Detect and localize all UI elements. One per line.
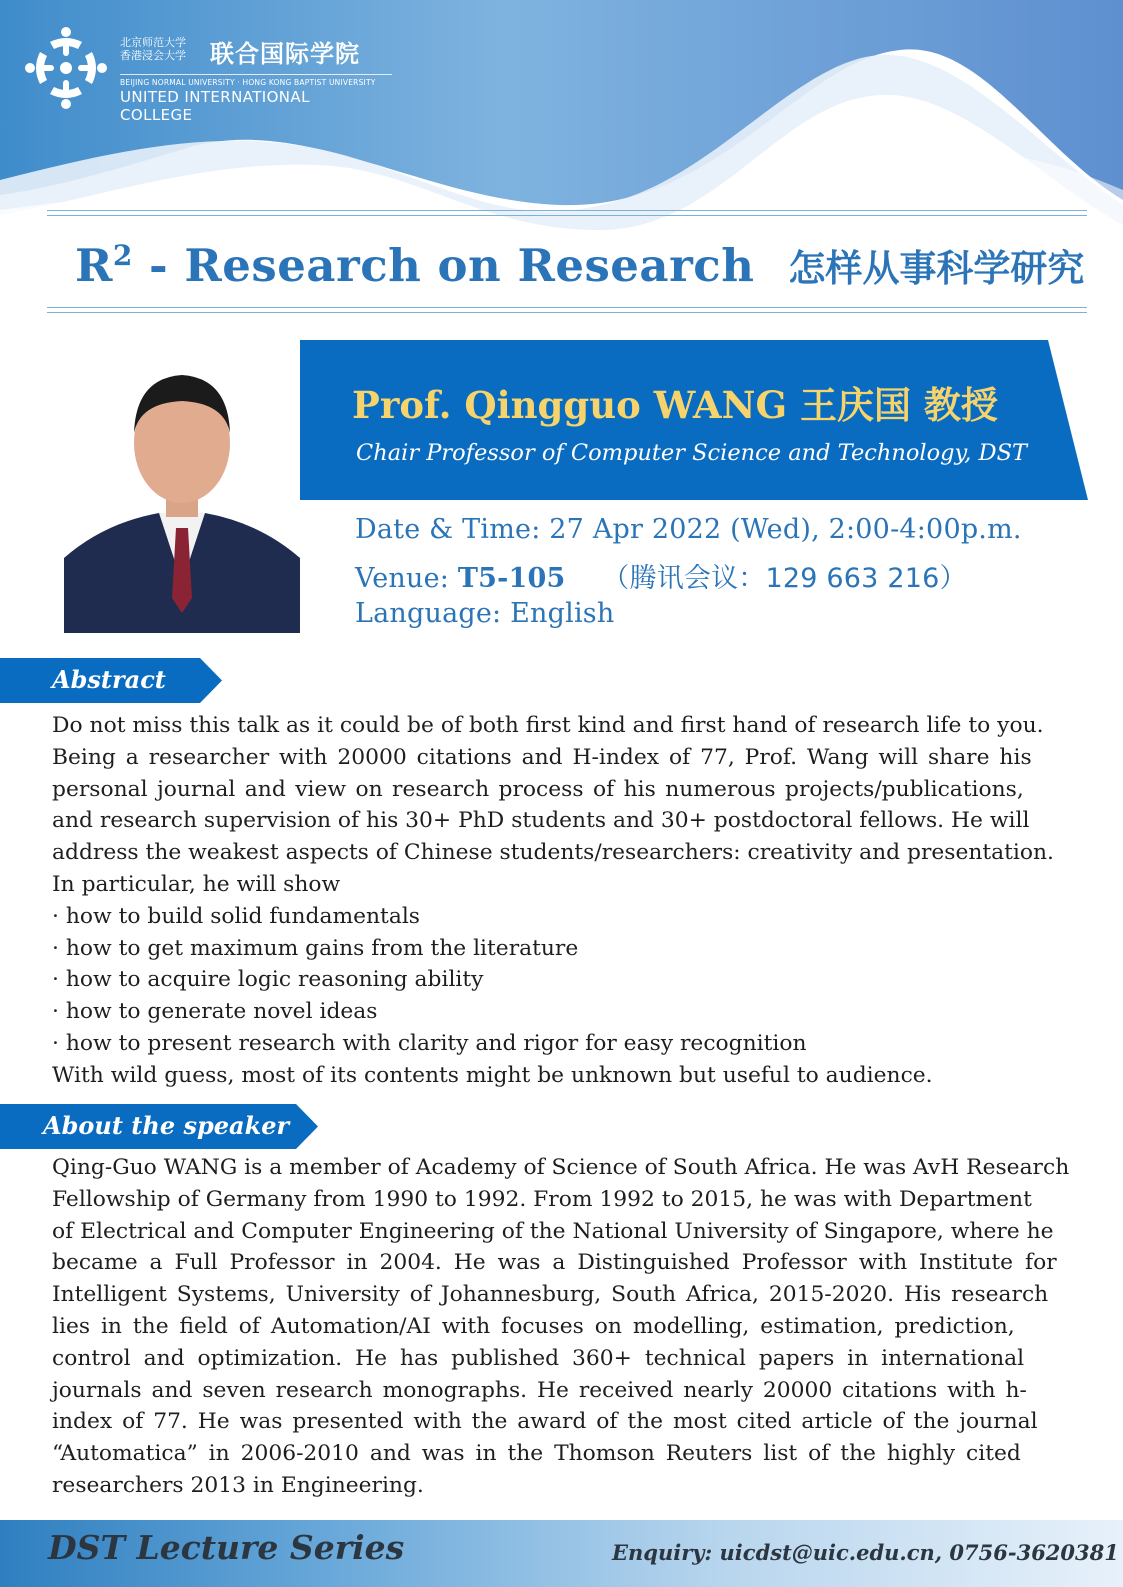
event-language: Language: English (355, 598, 615, 629)
bullet-item: · how to acquire logic reasoning ability (52, 967, 484, 993)
bullet-item: · how to build solid fundamentals (52, 903, 420, 929)
speaker-photo (64, 343, 300, 633)
bullet-item: · how to generate novel ideas (52, 999, 378, 1025)
about-heading: About the speaker (43, 1111, 290, 1140)
uic-emblem-icon (20, 22, 112, 114)
event-datetime: Date & Time: 27 Apr 2022 (Wed), 2:00-4:00p.m. (355, 514, 1022, 545)
title-chinese: 怎样从事科学研究 (788, 247, 1085, 290)
about-line: “Automatica” in 2006-2010 and was in the Thomson Reuters list of the highly cited (52, 1441, 1021, 1467)
title-rule-bottom (47, 307, 1087, 313)
about-line: index of 77. He was presented with the award of the most cited article of the journal (52, 1409, 1038, 1435)
logo-english-name: UNITED INTERNATIONAL COLLEGE (120, 88, 310, 124)
event-venue: Venue: T5-105 （腾讯会议：129 663 216） (355, 563, 967, 594)
abstract-line: Being a researcher with 20000 citations and H-index of 77, Prof. Wang will share his (52, 744, 1032, 770)
logo-chinese-name: 联合国际学院 (210, 40, 360, 68)
about-line: Intelligent Systems, University of Johannesburg, South Africa, 2015-2020. His research (52, 1282, 1049, 1308)
about-line: of Electrical and Computer Engineering of the National University of Singapore, where he (52, 1218, 1054, 1244)
uic-logo (20, 22, 380, 124)
abstract-line: In particular, he will show (52, 871, 341, 897)
logo-chinese-universities: 北京师范大学 香港浸会大学 (120, 36, 186, 62)
abstract-line: address the weakest aspects of Chinese students/researchers: creativity and presentation. (52, 840, 1054, 866)
about-line: became a Full Professor in 2004. He was a Distinguished Professor with Institute for (52, 1250, 1057, 1276)
speaker-name: Prof. Qingguo WANG 王庆国 教授 (352, 383, 998, 427)
title-rule-top (47, 210, 1087, 216)
abstract-heading: Abstract (52, 665, 166, 694)
abstract-line: Do not miss this talk as it could be of both first kind and first hand of research life to you. (52, 713, 1044, 738)
bullet-item: · how to get maximum gains from the literature (52, 935, 579, 961)
abstract-line: and research supervision of his 30+ PhD students and 30+ postdoctoral fellows. He will (52, 808, 1030, 834)
about-line: control and optimization. He has published 360+ technical papers in international (52, 1345, 1025, 1371)
about-line: journals and seven research monographs. He received nearly 20000 citations with h- (52, 1377, 1027, 1403)
abstract-closing: With wild guess, most of its contents might be unknown but useful to audience. (52, 1062, 933, 1088)
logo-english-universities: BEIJING NORMAL UNIVERSITY · HONG KONG BAPTIST UNIVERSITY (120, 74, 392, 87)
abstract-body (52, 710, 1072, 1092)
about-line: Fellowship of Germany from 1990 to 1992. From 1992 to 2015, he was with Department (52, 1186, 1032, 1212)
abstract-line: personal journal and view on research process of his numerous projects/publications, (52, 776, 1024, 802)
about-body (52, 1152, 1072, 1502)
page-title (75, 238, 1085, 300)
title-english: $R^2$ - Research on Research (75, 239, 755, 292)
speaker-position: Chair Professor of Computer Science and Technology, DST (356, 440, 1028, 466)
footer-series: DST Lecture Series (48, 1528, 405, 1567)
about-line: lies in the field of Automation/AI with focuses on modelling, estimation, prediction, (52, 1313, 1015, 1339)
about-line: Qing-Guo WANG is a member of Academy of Science of South Africa. He was AvH Research (52, 1155, 1070, 1180)
bullet-item: · how to present research with clarity and rigor for easy recognition (52, 1030, 807, 1056)
about-line: researchers 2013 in Engineering. (52, 1472, 424, 1498)
footer-enquiry: Enquiry: uicdst@uic.edu.cn, 0756-3620381 (612, 1540, 1119, 1565)
